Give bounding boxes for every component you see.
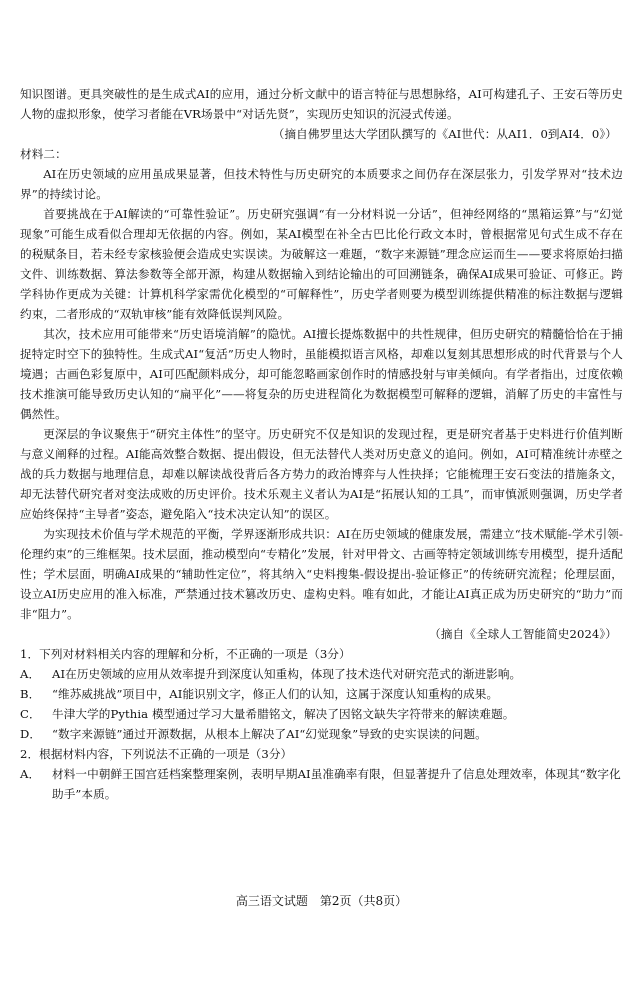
paragraph: 更深层的争议聚焦于“研究主体性”的坚守。历史研究不仅是知识的发现过程，更是研究者基于史料进行价值判断与意义阐释的过程。AI能高效整合数据、提出假设，但无法替代人类对历史意义的追问。例如，AI可精准统计赤壁之战的兵力数据与地理信息，却难以解读战役背后各方势力的政治博弈与人性抉择；它能梳理王安石变法的措施条文，却无法替代研究者对变法成败的历史评价。技术乐观主义者认为AI是“拓展认知的工具”，而审慎派则强调，历史学者应始终保持“主导者”姿态，避免陷入“技术决定认知”的误区。 — [20, 427, 623, 521]
option-text: “数字来源链”通过开源数据，从根本上解决了AI“幻觉现象”导致的史实误读的问题。 — [52, 727, 487, 741]
paragraph: AI在历史领域的应用虽成果显著，但技术特性与历史研究的本质要求之间仍存在深层张力，引发学界对“技术边界”的持续讨论。 — [20, 167, 623, 201]
option-label: B． — [20, 687, 41, 701]
paragraph: 知识图谱。更具突破性的是生成式AI的应用，通过分析文献中的语言特征与思想脉络，AI可构建孔子、王安石等历史人物的虚拟形象，使学习者能在VR场景中“对话先贤”，实现历史知识的沉浸式传递。 — [20, 87, 623, 121]
paragraph: 首要挑战在于AI解读的“可靠性验证”。历史研究强调“有一分材料说一分话”，但神经网络的“黑箱运算”与“幻觉现象”可能生成看似合理却无依据的内容。例如，某AI模型在补全古巴比伦行政文本时，曾根据常见句式生成不存在的税赋条目，若未经专家核验便会造成史实误读。为破解这一难题，“数字来源链”理念应运而生——要求将原始扫描文件、训练数据、算法参数等全部开源，构建从数据输入到结论输出的可回溯链条，确保AI成果可验证、可修正。跨学科协作更成为关键：计算机科学家需优化模型的“可解释性”，历史学者则要为模型训练提供精准的标注数据与逻辑约束，二者形成的“双轨审核”能有效降低误判风险。 — [20, 207, 623, 321]
question-stem: 1．下列对材料相关内容的理解和分析，不正确的一项是（3分） — [20, 647, 351, 661]
option-text: 牛津大学的Pythia 模型通过学习大量希腊铭文，解决了因铭文缺失字符带来的解读难题。 — [52, 707, 515, 721]
answer-option — [20, 724, 623, 744]
option-label: C． — [20, 707, 41, 721]
option-label: A． — [20, 767, 41, 781]
option-text: AI在历史领域的应用从效率提升到深度认知重构，体现了技术迭代对研究范式的渐进影响。 — [52, 667, 522, 681]
material-heading: 材料二： — [20, 147, 67, 161]
answer-option — [20, 764, 623, 804]
page-footer: 高三语文试题 第2页（共8页） — [235, 894, 408, 908]
option-label: A． — [20, 667, 41, 681]
source-citation: （摘自佛罗里达大学团队撰写的《AI世代：从AI1．0到AI4．0》） — [272, 127, 617, 141]
option-label: D． — [20, 727, 42, 741]
option-text: “维苏威挑战”项目中，AI能识别文字，修正人们的认知，这属于深度认知重构的成果。 — [52, 687, 499, 701]
question-stem: 2．根据材料内容，下列说法不正确的一项是（3分） — [20, 747, 293, 761]
document-body — [20, 84, 623, 804]
answer-option — [20, 664, 623, 684]
paragraph: 为实现技术价值与学术规范的平衡，学界逐渐形成共识：AI在历史领域的健康发展，需建立“技术赋能-学术引领-伦理约束”的三维框架。技术层面，推动模型向“专精化”发展，针对甲骨文、古画等特定领域训练专用模型，提升适配性；学术层面，明确AI成果的“辅助性定位”，将其纳入“史料搜集-假设提出-验证修正”的传统研究流程；伦理层面，设立AI历史应用的准入标准，严禁通过技术篡改历史、虚构史料。唯有如此，才能让AI真正成为历史研究的“助力”而非“阻力”。 — [20, 527, 623, 621]
answer-option — [20, 684, 623, 704]
answer-option — [20, 704, 623, 724]
paragraph: 其次，技术应用可能带来“历史语境消解”的隐忧。AI擅长提炼数据中的共性规律，但历史研究的精髓恰恰在于捕捉特定时空下的独特性。生成式AI“复活”历史人物时，虽能模拟语言风格，却难以复刻其思想形成的时代背景与个人境遇；古画色彩复原中，AI可匹配颜料成分，却可能忽略画家创作时的情感投射与审美倾向。有学者指出，过度依赖技术推演可能导致历史认知的“扁平化”——将复杂的历史进程简化为数据模型可解释的逻辑，消解了历史的丰富性与偶然性。 — [20, 327, 623, 421]
option-text: 材料一中朝鲜王国宫廷档案整理案例，表明早期AI虽准确率有限，但显著提升了信息处理效率，体现其“数字化助手”本质。 — [52, 767, 621, 801]
source-citation: （摘自《全球人工智能简史2024》） — [429, 627, 617, 641]
